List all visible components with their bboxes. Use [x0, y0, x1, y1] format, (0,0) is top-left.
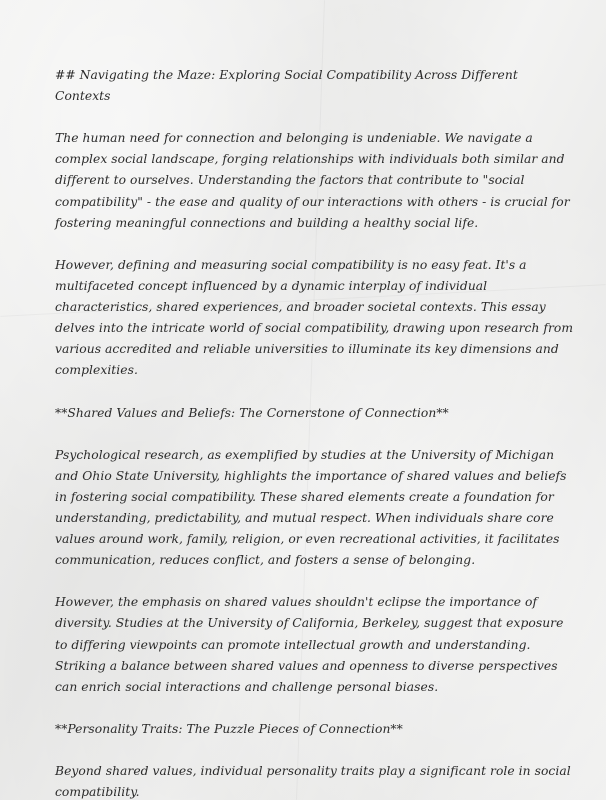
document-body	[55, 65, 575, 800]
paragraph: Psychological research, as exemplified by studies at the University of Michigan and Ohio State University, highlights the importance of shared values and beliefs in fostering social compatibility. These shared elements create a foundation for understanding, predictability, and mutual respect. When individuals share core values around work, family, religion, or even recreational activities, it facilitates communication, reduces conflict, and fosters a sense of belonging.	[55, 447, 567, 568]
document-title: ## Navigating the Maze: Exploring Social Compatibility Across Different Contexts	[55, 68, 518, 104]
paragraph: The human need for connection and belonging is undeniable. We navigate a complex social landscape, forging relationships with individuals both similar and different to ourselves. Understanding the factors that contribute to "social compatibility" - the ease and quality of our interactions with others - is crucial for fostering meaningful connections and building a healthy social life.	[55, 131, 570, 230]
section-heading: **Shared Values and Beliefs: The Cornerstone of Connection**	[55, 405, 449, 420]
paragraph: However, the emphasis on shared values shouldn't eclipse the importance of diversity. Studies at the University of California, Berkeley, suggest that exposure to differing viewpoints can promote intellectual growth and understanding. Striking a balance between shared values and openness to diverse perspectives can enrich social interactions and challenge personal biases.	[55, 595, 564, 694]
paragraph: Beyond shared values, individual personality traits play a significant role in social compatibility.	[55, 764, 571, 800]
paragraph: However, defining and measuring social compatibility is no easy feat. It's a multifaceted concept influenced by a dynamic interplay of individual characteristics, shared experiences, and broader societal contexts. This essay delves into the intricate world of social compatibility, drawing upon research from various accredited and reliable universities to illuminate its key dimensions and complexities.	[55, 257, 574, 378]
section-heading: **Personality Traits: The Puzzle Pieces of Connection**	[55, 721, 403, 736]
